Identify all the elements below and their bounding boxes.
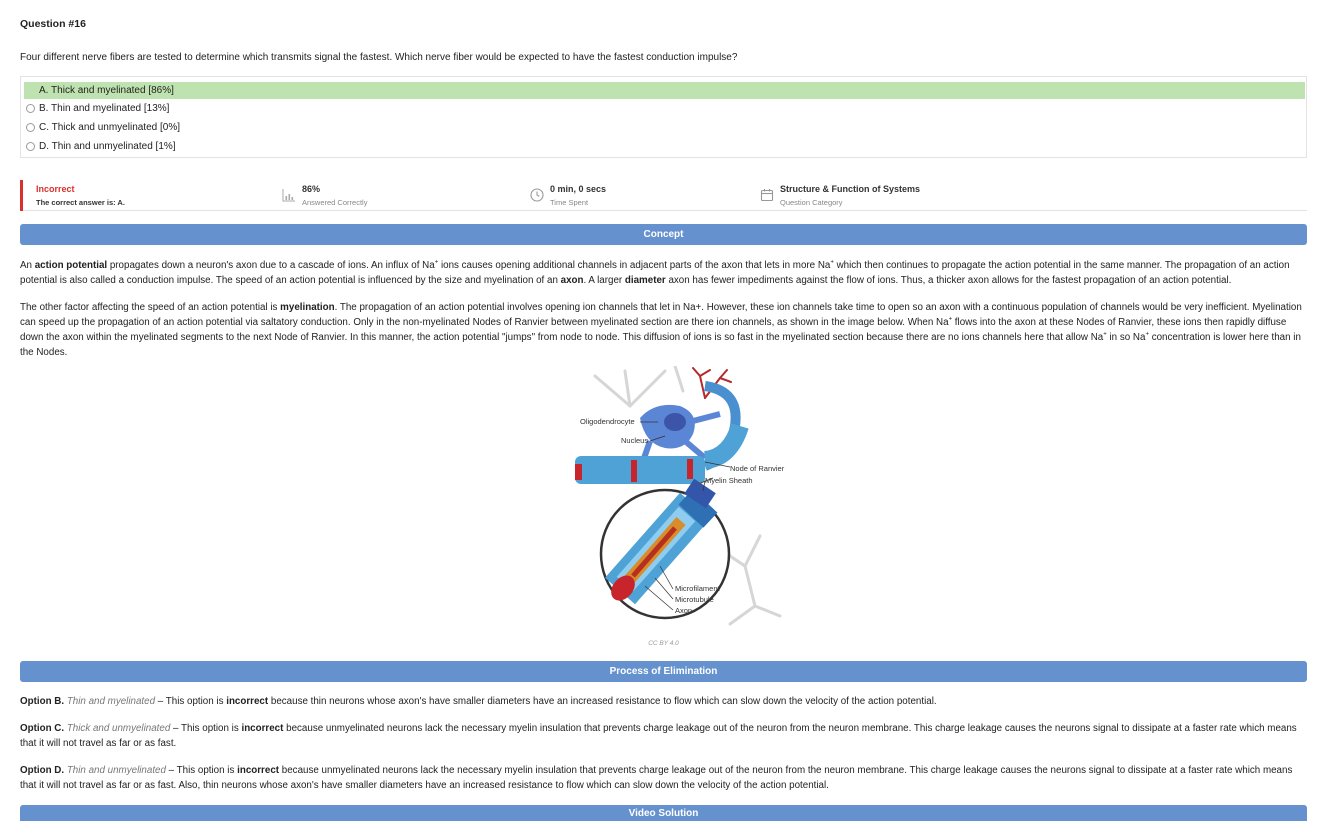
time-label: Time Spent (550, 198, 589, 207)
elimination-item-b: Option B. Thin and myelinated – This option is incorrect because thin neurons whose axon's have smaller diameters have an increased resistance to flow which can slow down the velocity of the action potential. (20, 696, 937, 707)
category-label: Question Category (780, 198, 843, 207)
elimination-item-d: Option D. Thin and unmyelinated – This option is incorrect because unmyelinated neurons lack the necessary myelin insulation that prevents charge leakage out of the neuron from the neuron membrane. This charge leakage causes the neurons signal to dissipate at a faster rate which means that it will not travel as far or as fast. Also, thin neurons whose axon's have smaller diameters have an increased resistance to flow which can slow down the velocity of the action potential. (20, 765, 1293, 791)
image-caption: CC BY 4.0 (648, 640, 679, 647)
question-title: Question #16 (20, 18, 86, 30)
node-of-ranvier-label: Node of Ranvier (730, 464, 785, 473)
question-text: Four different nerve fibers are tested to determine which transmits signal the fastest. Which nerve fiber would be expected to have the fastest conduction impulse? (20, 52, 738, 63)
option-a[interactable] (24, 82, 1305, 99)
elimination-header[interactable]: Process of Elimination (20, 661, 1307, 682)
option-label: A. Thick and myelinated [86%] (39, 85, 174, 96)
correct-answer-text: The correct answer is: A. (36, 198, 125, 207)
microfilament-label: Microfilament (675, 584, 720, 593)
option-c[interactable] (24, 119, 1305, 136)
result-stats (20, 180, 1307, 211)
radio-icon[interactable] (26, 123, 35, 132)
neuron-myelin-diagram (555, 366, 795, 631)
elimination-item-c: Option C. Thick and unmyelinated – This option is incorrect because unmyelinated neurons lack the necessary myelin insulation that prevents charge leakage out of the neuron from the neuron membrane. This charge leakage causes the neurons signal to dissipate at a faster rate which means that it will not travel as far or as fast. (20, 723, 1297, 749)
option-label: C. Thick and unmyelinated [0%] (39, 122, 181, 133)
percent-value: 86% (302, 184, 321, 194)
result-label: Incorrect (36, 184, 75, 194)
category-stat (780, 184, 920, 207)
option-label: B. Thin and myelinated [13%] (39, 103, 170, 114)
myelin-sheath-label: Myelin Sheath (705, 476, 753, 485)
option-label: D. Thin and unmyelinated [1%] (39, 141, 176, 152)
time-spent-stat (550, 184, 606, 207)
nucleus-label: Nucleus (621, 436, 649, 445)
concept-paragraph-2: The other factor affecting the speed of an action potential is myelination. The propagation of an action potential involves opening ion channels that let in Na+. However, these ion channels take time to open so an axon with a continuous population of channels would be very inefficient. Myelination can speed up the propagation of an action potential via saltatory conduction. Only in the non-myelinated Nodes of Ranvier between myelinated section are there ion channels, as shown in the image below. When Na+ flows into the axon at these Nodes of Ranvier, these ions then rapidly diffuse down the axon within the myelinated segments to the next Node of Ranvier. In this manner, the action potential "jumps" from node to node. This diffusion of ions is so fast in the myelinated section because there are no ions channels here that allow Na+ in so Na+ concentration is lower here than in the Nodes. (20, 302, 1302, 358)
percent-correct-stat (302, 184, 367, 207)
axon-label: Axon (675, 606, 693, 615)
result-indicator-bar (20, 180, 23, 211)
concept-paragraph-1: An action potential propagates down a neuron's axon due to a cascade of ions. An influx of Na+ ions causes opening additional channels in adjacent parts of the axon that lets in more Na+ which then continues to propagate the action potential in the same manner. The propagation of an action potential is also called a conduction impulse. The speed of an action potential is influenced by the size and myelination of an axon. A larger diameter axon has fewer impediments against the flow of ions. Thus, a thicker axon allows for the fastest propagation of an action potential. (20, 259, 1290, 286)
clock-icon (530, 188, 544, 202)
category-value: Structure & Function of Systems (780, 184, 921, 194)
option-b[interactable] (24, 100, 1305, 117)
result-status (36, 184, 125, 207)
oligodendrocyte-label: Oligodendrocyte (580, 417, 635, 426)
option-d[interactable] (24, 138, 1305, 155)
radio-icon[interactable] (26, 104, 35, 113)
concept-header[interactable]: Concept (20, 224, 1307, 245)
bar-chart-icon (282, 188, 296, 202)
answer-options (20, 76, 1307, 158)
calendar-icon (760, 188, 774, 202)
microtubule-label: Microtubule (675, 595, 714, 604)
percent-label: Answered Correctly (302, 198, 368, 207)
time-value: 0 min, 0 secs (550, 184, 607, 194)
radio-icon[interactable] (26, 142, 35, 151)
video-solution-header[interactable]: Video Solution (20, 805, 1307, 821)
